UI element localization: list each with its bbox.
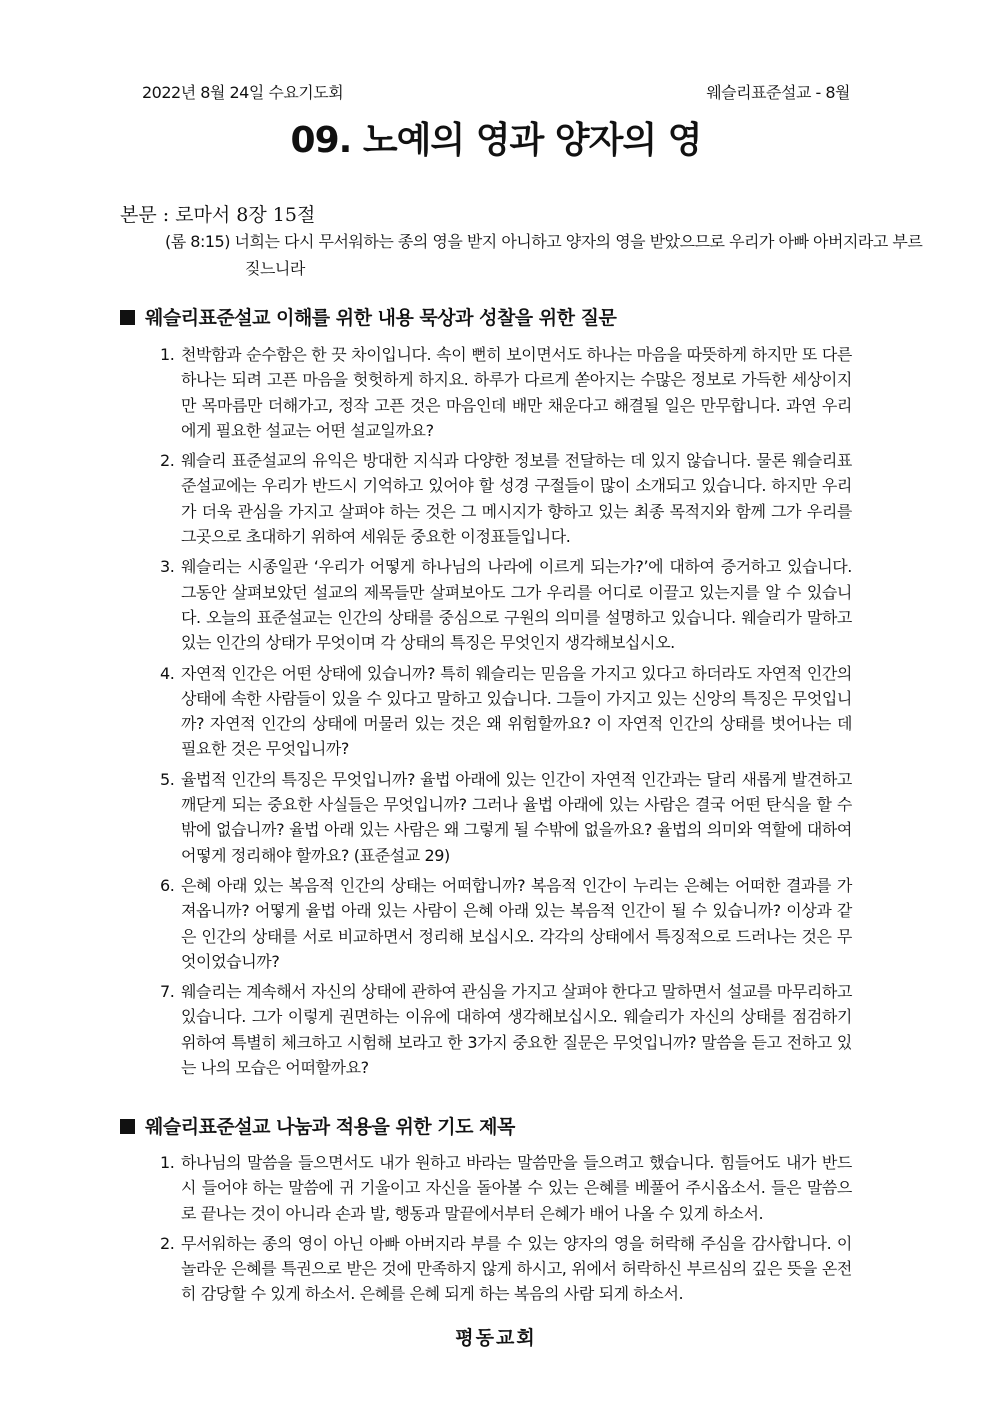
list-item-text: 웨슬리 표준설교의 유익은 방대한 지식과 다양한 정보를 전달하는 데 있지 않습니다. 물론 웨슬리표준설교에는 우리가 반드시 기억하고 있어야 할 성경 구절들이 많이 소개되고 있습니다. 하지만 우리가 더욱 관심을 가지고 살펴야 하는 것은 그 메시지가 향하고 있는 최종 목적지와 함께 그가 우리를 그곳으로 초대하기 위하여 세워둔 중요한 이정표들입니다. <box>181 451 852 547</box>
list-item <box>160 767 852 868</box>
list-item-number: 3. <box>160 557 175 577</box>
list-item-number: 2. <box>160 451 175 471</box>
section-heading-prayer <box>120 1112 515 1139</box>
list-item-number: 1. <box>160 1153 175 1172</box>
list-item-text: 율법적 인간의 특징은 무엇입니까? 율법 아래에 있는 인간이 자연적 인간과는 달리 새롭게 발견하고 깨닫게 되는 중요한 사실들은 무엇입니까? 그러나 율법 아래에 있는 사람은 결국 어떤 탄식을 할 수밖에 없습니까? 율법 아래 있는 사람은 왜 그렇게 될 수밖에 없을까요? 율법의 의미와 역할에 대하여 어떻게 정리해야 할까요? (표준설교 29) <box>181 769 852 865</box>
list-item-text: 은혜 아래 있는 복음적 인간의 상태는 어떠합니까? 복음적 인간이 누리는 은혜는 어떠한 결과를 가져옵니까? 어떻게 율법 아래 있는 사람이 은혜 아래 있는 복음적 인간이 될 수 있습니까? 이상과 같은 인간의 상태를 서로 비교하면서 정리해 보십시오. 각각의 상태에서 특징적으로 드러나는 것은 무엇이었습니까? <box>181 875 852 971</box>
section-heading-reflection <box>120 303 616 330</box>
scripture-reference: 본문 : 로마서 8장 15절 <box>120 204 316 226</box>
list-item-number: 4. <box>160 663 175 683</box>
square-bullet-icon <box>120 310 135 325</box>
list-item-number: 6. <box>160 875 175 895</box>
section-heading-text: 웨슬리표준설교 나눔과 적용을 위한 기도 제목 <box>145 1116 515 1138</box>
page-title: 09. 노예의 영과 양자의 영 <box>290 120 702 161</box>
list-item <box>160 342 852 443</box>
list-item <box>160 873 852 974</box>
list-item <box>160 979 852 1080</box>
list-item <box>160 448 852 549</box>
list-item-text: 하나님의 말씀을 들으면서도 내가 원하고 바라는 말씀만을 들으려고 했습니다. 힘들어도 내가 반드시 들어야 하는 말씀에 귀 기울이고 자신을 돌아볼 수 있는 은혜를 베풀어 주시옵소서. 들은 말씀으로 끝나는 것이 아니라 손과 발, 행동과 말끝에서부터 은혜가 배어 나올 수 있게 하소서. <box>181 1153 852 1223</box>
list-item-number: 1. <box>160 345 175 364</box>
list-item-text: 웨슬리는 계속해서 자신의 상태에 관하여 관심을 가지고 살펴야 한다고 말하면서 설교를 마무리하고 있습니다. 그가 이렇게 권면하는 이유에 대하여 생각해보십시오. 웨슬리가 자신의 상태를 점검하기 위하여 특별히 체크하고 시험해 보라고 한 3가지 중요한 질문은 무엇입니까? 말씀을 듣고 전하고 있는 나의 모습은 어떠할까요? <box>181 982 852 1078</box>
church-name: 평동교회 <box>455 1327 537 1349</box>
reflection-question-list <box>160 342 852 1080</box>
service-date: 2022년 8월 24일 수요기도회 <box>142 83 344 102</box>
list-item-text: 천박함과 순수함은 한 끗 차이입니다. 속이 뻔히 보이면서도 하나는 마음을 따뜻하게 하지만 또 다른 하나는 되려 고픈 마음을 헛헛하게 하지요. 하루가 다르게 쏟아지는 수많은 정보로 가득한 세상이지만 목마름만 더해가고, 정작 고픈 것은 마음인데 배만 채운다고 해결될 일은 만무합니다. 과연 우리에게 필요한 설교는 어떤 설교일까요? <box>181 345 852 440</box>
list-item <box>160 1150 852 1226</box>
square-bullet-icon <box>120 1119 135 1134</box>
list-item-number: 7. <box>160 982 175 1002</box>
list-item <box>160 1231 852 1307</box>
list-item-text: 자연적 인간은 어떤 상태에 있습니까? 특히 웨슬리는 믿음을 가지고 있다고 하더라도 자연적 인간의 상태에 속한 사람들이 있을 수 있다고 말하고 있습니다. 그들이 가지고 있는 신앙의 특징은 무엇입니까? 자연적 인간의 상태에 머물러 있는 것은 왜 위험할까요? 이 자연적 인간의 상태를 벗어나는 데 필요한 것은 무엇입니까? <box>181 663 852 759</box>
list-item-number: 5. <box>160 769 175 789</box>
list-item-text: 무서워하는 종의 영이 아닌 아빠 아버지라 부를 수 있는 양자의 영을 허락해 주심을 감사합니다. 이 놀라운 은혜를 특권으로 받은 것에 만족하지 않게 하시고, 위에서 허락하신 부르심의 깊은 뜻을 온전히 감당할 수 있게 하소서. 은혜를 은혜 되게 하는 복음의 사람 되게 하소서. <box>181 1233 852 1304</box>
list-item-text: 웨슬리는 시종일관 ‘우리가 어떻게 하나님의 나라에 이르게 되는가?’에 대하여 증거하고 있습니다. 그동안 살펴보았던 설교의 제목들만 살펴보아도 그가 우리를 어디로 이끌고 있는지를 알 수 있습니다. 오늘의 표준설교는 인간의 상태를 중심으로 구원의 의미를 설명하고 있습니다. 웨슬리가 말하고 있는 인간의 상태가 무엇이며 각 상태의 특징은 무엇인지 생각해보십시오. <box>181 557 852 653</box>
list-item <box>160 554 852 655</box>
list-item <box>160 661 852 762</box>
prayer-topic-list <box>160 1150 852 1307</box>
list-item-number: 2. <box>160 1233 175 1253</box>
series-label: 웨슬리표준설교 - 8월 <box>706 83 850 102</box>
scripture-text: (롬 8:15) 너희는 다시 무서워하는 종의 영을 받지 아니하고 양자의 영을 받았으므로 우리가 아빠 아버지라고 부르짖느니라 <box>165 232 923 278</box>
section-heading-text: 웨슬리표준설교 이해를 위한 내용 묵상과 성찰을 위한 질문 <box>145 307 617 329</box>
